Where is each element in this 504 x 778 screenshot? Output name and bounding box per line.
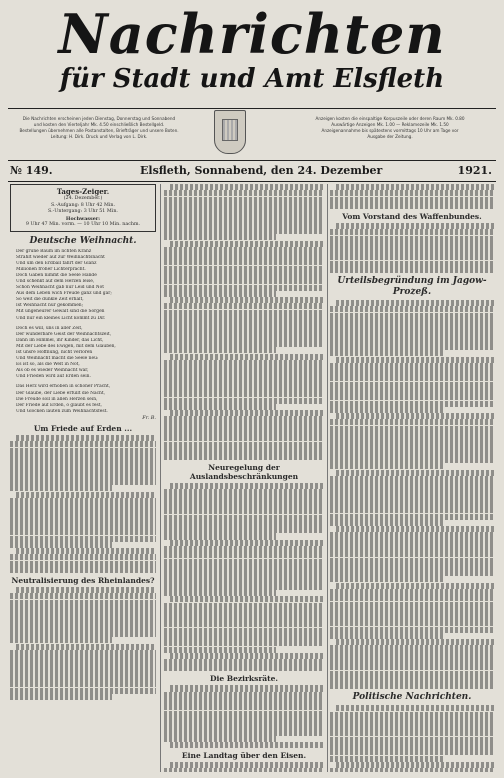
text-line xyxy=(330,369,494,375)
tages-zeiger-date: (24. Dezember.) xyxy=(63,196,103,201)
text-line xyxy=(164,590,276,596)
column-divider xyxy=(160,184,161,772)
text-line xyxy=(170,540,324,546)
text-line xyxy=(164,272,324,278)
text-line xyxy=(330,730,494,736)
left-info-line: und kosten den Vierteljahr Mk. 4.50 einschließlich Bestellgeld. xyxy=(33,122,165,127)
text-line xyxy=(330,407,445,413)
text-line xyxy=(170,297,324,303)
text-line xyxy=(10,517,156,523)
text-line xyxy=(330,401,494,407)
text-line xyxy=(164,717,324,723)
text-line xyxy=(336,583,494,589)
article-body xyxy=(164,184,324,460)
text-line xyxy=(164,391,324,397)
poem-line: Doch es will, uns in aller Zeit, xyxy=(16,325,83,331)
text-line xyxy=(164,190,324,196)
text-line xyxy=(16,435,156,441)
text-line xyxy=(330,254,494,260)
text-line xyxy=(164,571,324,577)
poem-line: Das Herz wird erhoben in schöner Pracht, xyxy=(16,384,111,390)
text-line xyxy=(330,197,494,203)
text-line xyxy=(10,612,156,618)
column-right xyxy=(330,184,494,772)
text-line xyxy=(10,637,112,643)
text-line xyxy=(330,306,494,312)
text-line xyxy=(170,685,324,691)
article-body xyxy=(330,705,494,772)
poem-line: So weit die dunkle Zeit erhält, xyxy=(16,297,84,303)
text-line xyxy=(164,429,324,435)
article-body xyxy=(10,587,156,700)
text-line xyxy=(336,705,494,711)
text-line xyxy=(330,319,494,325)
text-line xyxy=(330,203,494,209)
poem-line: Dann im Himmel, ihr Kinder, das Licht, xyxy=(16,337,104,343)
text-line xyxy=(330,242,494,248)
text-line xyxy=(164,215,324,221)
issue-place-date: Elsfleth, Sonnabend, den 24. Dezember xyxy=(140,164,383,177)
text-line xyxy=(170,653,324,659)
column-middle xyxy=(164,184,324,772)
poem-line: Es ist so, als die Welt in Not, xyxy=(16,362,80,368)
text-line xyxy=(164,291,276,297)
text-line xyxy=(330,627,494,633)
issue-year: 1921. xyxy=(457,164,492,177)
text-line xyxy=(16,644,156,650)
text-line xyxy=(330,545,494,551)
article-title: Neuregelung der Auslandsbeschränkungen xyxy=(189,463,299,482)
text-line xyxy=(330,768,494,772)
text-line xyxy=(330,444,494,450)
text-line xyxy=(10,606,156,612)
text-line xyxy=(164,628,324,634)
text-line xyxy=(164,508,324,514)
text-line xyxy=(330,419,494,425)
text-line xyxy=(330,645,494,651)
text-line xyxy=(164,234,276,240)
text-line xyxy=(164,559,324,565)
text-line xyxy=(164,502,324,508)
text-line xyxy=(330,570,494,576)
text-line xyxy=(330,551,494,557)
right-info-line: Anzeigenannahme bis spätestens vormittags 10 Uhr am Tage vor xyxy=(321,128,459,133)
text-line xyxy=(336,470,494,476)
poem-line: Und nur ein kleines Licht kommt zu Dir. xyxy=(16,315,106,321)
text-line xyxy=(164,621,324,627)
text-line xyxy=(164,711,324,717)
text-line xyxy=(164,398,324,404)
text-line xyxy=(164,489,324,495)
text-line xyxy=(164,322,324,328)
text-line xyxy=(330,261,494,267)
masthead-rule-top xyxy=(8,108,496,109)
text-line xyxy=(330,658,494,664)
text-line xyxy=(330,313,494,319)
left-info-line: Die Nachrichten erscheinen jeden Dienstag, Donnerstag und Sonnabend xyxy=(22,116,176,121)
text-line xyxy=(164,222,324,228)
text-line xyxy=(330,426,494,432)
text-line xyxy=(330,664,494,670)
text-line xyxy=(10,536,156,542)
text-line xyxy=(330,394,494,400)
issue-number: № 149. xyxy=(10,164,53,177)
text-line xyxy=(10,656,156,662)
text-line xyxy=(330,190,494,196)
text-line xyxy=(164,278,324,284)
masthead-right-info xyxy=(290,116,490,140)
article-body xyxy=(330,184,494,209)
article-title: Um Friede auf Erden ... xyxy=(33,424,133,434)
text-line xyxy=(170,596,324,602)
text-line xyxy=(164,527,324,533)
text-line xyxy=(330,620,494,626)
column-divider xyxy=(327,184,328,772)
poem-line: Die Freude soll in allen Herzen sein, xyxy=(16,396,98,402)
masthead-left-info xyxy=(10,116,188,140)
text-line xyxy=(164,335,324,341)
text-line xyxy=(10,504,156,510)
text-line xyxy=(10,485,112,491)
poem-line: Schon Weihnacht gab nur Leid und Not xyxy=(16,285,105,291)
text-line xyxy=(330,749,494,755)
text-line xyxy=(164,366,324,372)
text-line xyxy=(164,203,324,209)
poem-line: Der Glaube, der Liebe erfüllt die Nacht, xyxy=(16,390,106,396)
poem-line: Der wunderbare Geist der Weihnachtszeit, xyxy=(16,331,112,337)
masthead-subtitle: für Stadt und Amt Elsfleth xyxy=(59,64,445,94)
poem-line: Aus dem Leben wich Freude ganz und gar; xyxy=(16,291,112,297)
text-line xyxy=(164,379,324,385)
poem-line: Und Frieden wird auf Erden sein. xyxy=(16,374,91,380)
poem-line: Und Weihnacht macht die Seele neu: xyxy=(16,356,99,362)
tages-zeiger-line: S.-Aufgang: 8 Uhr 42 Min. xyxy=(50,202,116,208)
text-line xyxy=(330,677,494,683)
article-title: Neutralisierung des Rheinlandes? xyxy=(11,576,155,586)
right-info-line: Anzeigen kosten die einspaltige Korpuszeile oder deren Raum Mk. 0.80 xyxy=(315,116,465,121)
left-info-line: Bestellungen übernehmen alle Postanstalten, Briefträger und unsere Boten. xyxy=(19,128,179,133)
text-line xyxy=(330,350,445,356)
text-line xyxy=(164,546,324,552)
text-line xyxy=(330,608,494,614)
poem-line: Ist Weihnacht nur gekommen; xyxy=(16,303,84,309)
text-line xyxy=(164,259,324,265)
text-line xyxy=(164,659,324,665)
text-line xyxy=(164,209,324,215)
text-line xyxy=(330,724,494,730)
text-line xyxy=(16,548,156,554)
text-line xyxy=(164,577,324,583)
text-line xyxy=(10,448,156,454)
text-line xyxy=(330,495,494,501)
text-line xyxy=(164,698,324,704)
text-line xyxy=(170,483,324,489)
text-line xyxy=(170,410,324,416)
poem-line: Mit der Liebe des Ewigen, mit dem Glauben, xyxy=(16,343,116,349)
text-line xyxy=(10,625,156,631)
text-line xyxy=(16,587,156,593)
text-line xyxy=(164,704,324,710)
issue-rule-bottom xyxy=(8,181,496,182)
text-line xyxy=(330,338,494,344)
text-line xyxy=(330,488,494,494)
text-line xyxy=(170,762,324,768)
text-line xyxy=(10,454,156,460)
text-line xyxy=(164,385,324,391)
text-line xyxy=(164,285,324,291)
text-line xyxy=(164,665,324,671)
text-line xyxy=(330,532,494,538)
text-line xyxy=(170,184,324,190)
text-line xyxy=(336,639,494,645)
poem-line: Als ob es wieder Weihnacht wär, xyxy=(16,368,89,374)
text-line xyxy=(10,466,156,472)
poem-line: Der grüne Baum im lichten Kranz xyxy=(16,248,92,254)
text-line xyxy=(330,438,494,444)
text-line xyxy=(330,737,494,743)
poem-line: Mit ungeheurer Gewalt sind die Sorgen xyxy=(16,309,105,315)
text-line xyxy=(164,253,324,259)
text-line xyxy=(336,223,494,229)
text-line xyxy=(330,576,445,582)
text-line xyxy=(164,247,324,253)
text-line xyxy=(164,584,324,590)
text-line xyxy=(330,236,494,242)
article-body xyxy=(10,435,156,573)
text-line xyxy=(336,184,494,190)
issue-line xyxy=(10,164,494,180)
text-line xyxy=(170,354,324,360)
text-line xyxy=(10,631,156,637)
text-line xyxy=(330,564,494,570)
text-line xyxy=(164,310,324,316)
poem-line: Ist unsre Hoffnung, nicht verloren xyxy=(16,350,93,355)
text-line xyxy=(164,423,324,429)
article-subtitle: Die Bezirksräte. xyxy=(210,674,278,684)
text-line xyxy=(330,451,494,457)
article-title: Politische Nachrichten. xyxy=(352,692,472,703)
text-line xyxy=(10,650,156,656)
text-line xyxy=(330,501,494,507)
poem-line: Und schenkt auf dem Herzen leise, xyxy=(16,278,95,284)
text-line xyxy=(164,634,324,640)
text-line xyxy=(336,762,494,768)
text-line xyxy=(330,248,494,254)
text-line xyxy=(330,520,445,526)
text-line xyxy=(330,614,494,620)
text-line xyxy=(330,595,494,601)
poem-line: Doch Gaben nimmt die Seele Hände xyxy=(16,272,97,278)
text-line xyxy=(10,510,156,516)
text-line xyxy=(164,347,276,353)
poem-line: Der Friede auf Erden, o glaubt es fest, xyxy=(16,402,102,408)
text-line xyxy=(330,375,494,381)
text-line xyxy=(336,526,494,532)
text-line xyxy=(164,448,324,454)
text-line xyxy=(10,618,156,624)
text-line xyxy=(330,718,494,724)
text-line xyxy=(330,507,494,513)
article-subtitle: Eine Landtag über den Eisen. xyxy=(181,751,307,761)
right-info-line: Auswärtige Anzeigen Mk. 1.00 — Reklamezeile Mk. 1.50 xyxy=(331,122,449,127)
text-line xyxy=(164,316,324,322)
text-line xyxy=(164,515,324,521)
text-line xyxy=(164,603,324,609)
text-line xyxy=(330,539,494,545)
poem-line: Und um den Erdball fährt der Glanz xyxy=(16,260,97,266)
text-line xyxy=(10,694,112,700)
text-line xyxy=(330,712,494,718)
text-line xyxy=(330,457,494,463)
poem-title: Deutsche Weihnacht. xyxy=(29,235,137,246)
text-line xyxy=(164,723,324,729)
text-line xyxy=(10,473,156,479)
article-body xyxy=(164,685,324,748)
text-line xyxy=(170,241,324,247)
text-line xyxy=(10,675,156,681)
text-line xyxy=(330,514,494,520)
masthead-title: Nachrichten xyxy=(58,2,446,66)
text-line xyxy=(10,498,156,504)
text-line xyxy=(330,558,494,564)
text-line xyxy=(164,442,324,448)
text-line xyxy=(10,681,156,687)
poem-line: Strahlt wieder auf zur Weihnachtsnacht xyxy=(16,254,105,260)
text-line xyxy=(10,479,156,485)
text-line xyxy=(10,561,156,567)
column-left xyxy=(10,184,156,772)
article-title: Vom Vorstand des Waffenbundes. xyxy=(342,211,482,221)
article-body xyxy=(330,223,494,273)
text-line xyxy=(10,669,156,675)
text-line xyxy=(164,360,324,366)
text-line xyxy=(164,454,324,460)
article-title: Urteilsbegründung im Jagow-Prozeß. xyxy=(337,276,487,297)
text-line xyxy=(164,228,324,234)
text-line xyxy=(330,683,494,689)
text-line xyxy=(330,325,494,331)
text-line xyxy=(330,602,494,608)
tages-zeiger-line: 9 Uhr 47 Min. vorm. — 10 Uhr 10 Min. nachm. xyxy=(25,222,141,227)
text-line xyxy=(10,593,156,599)
text-line xyxy=(330,382,494,388)
text-line xyxy=(10,523,156,529)
text-line xyxy=(164,609,324,615)
right-info-line: Ausgabe der Zeitung. xyxy=(367,134,413,139)
text-line xyxy=(164,729,324,735)
text-line xyxy=(10,529,156,535)
text-line xyxy=(164,615,324,621)
text-line xyxy=(330,331,494,337)
text-line xyxy=(164,768,324,772)
text-line xyxy=(330,388,494,394)
issue-rule-top xyxy=(8,160,496,161)
text-line xyxy=(164,266,324,272)
text-line xyxy=(16,492,156,498)
text-line xyxy=(164,416,324,422)
text-line xyxy=(164,552,324,558)
text-line xyxy=(164,692,324,698)
text-line xyxy=(164,533,276,539)
left-info-line: Leitung: H. Dirk. Druck und Verlag von L. Dirk. xyxy=(50,134,148,139)
article-body xyxy=(164,483,324,671)
text-line xyxy=(336,357,494,363)
text-line xyxy=(164,197,324,203)
text-line xyxy=(164,496,324,502)
text-line xyxy=(330,476,494,482)
coat-of-arms-icon xyxy=(214,110,246,154)
text-line xyxy=(10,688,156,694)
tages-zeiger-line: S.-Untergang: 3 Uhr 51 Min. xyxy=(48,209,118,214)
text-line xyxy=(164,303,324,309)
text-line xyxy=(330,652,494,658)
tages-zeiger-line: Hochwasser: xyxy=(65,215,101,222)
text-line xyxy=(164,565,324,571)
text-line xyxy=(10,600,156,606)
text-line xyxy=(330,482,494,488)
text-line xyxy=(164,341,324,347)
text-line xyxy=(330,756,445,762)
text-line xyxy=(330,432,494,438)
text-line xyxy=(330,363,494,369)
text-line xyxy=(10,567,156,573)
tages-zeiger-box xyxy=(10,184,156,232)
poem-line: Millionen froher Lichterpracht. xyxy=(16,266,86,272)
text-line xyxy=(164,328,324,334)
text-line xyxy=(164,435,324,441)
text-line xyxy=(164,404,276,410)
text-line xyxy=(10,460,156,466)
tages-zeiger-title: Tages-Zeiger. xyxy=(56,187,110,196)
text-line xyxy=(330,743,494,749)
text-line xyxy=(330,463,445,469)
article-body xyxy=(164,762,324,772)
text-line xyxy=(170,742,324,748)
text-line xyxy=(330,344,494,350)
text-line xyxy=(164,372,324,378)
text-line xyxy=(330,229,494,235)
text-line xyxy=(330,267,494,273)
text-line xyxy=(330,633,445,639)
text-line xyxy=(10,441,156,447)
text-line xyxy=(10,542,112,548)
text-line xyxy=(164,736,276,742)
poem-signature: Fr. B. xyxy=(142,414,156,421)
poem-line: Und Glocken läuten zum Weihnachtsfest. xyxy=(16,408,108,414)
text-line xyxy=(164,521,324,527)
text-line xyxy=(164,647,276,653)
article-body xyxy=(330,300,494,689)
text-line xyxy=(336,413,494,419)
poem-body xyxy=(10,249,156,415)
text-line xyxy=(330,589,494,595)
text-line xyxy=(10,662,156,668)
text-line xyxy=(330,671,494,677)
text-line xyxy=(10,554,156,560)
text-line xyxy=(164,640,324,646)
text-line xyxy=(336,300,494,306)
